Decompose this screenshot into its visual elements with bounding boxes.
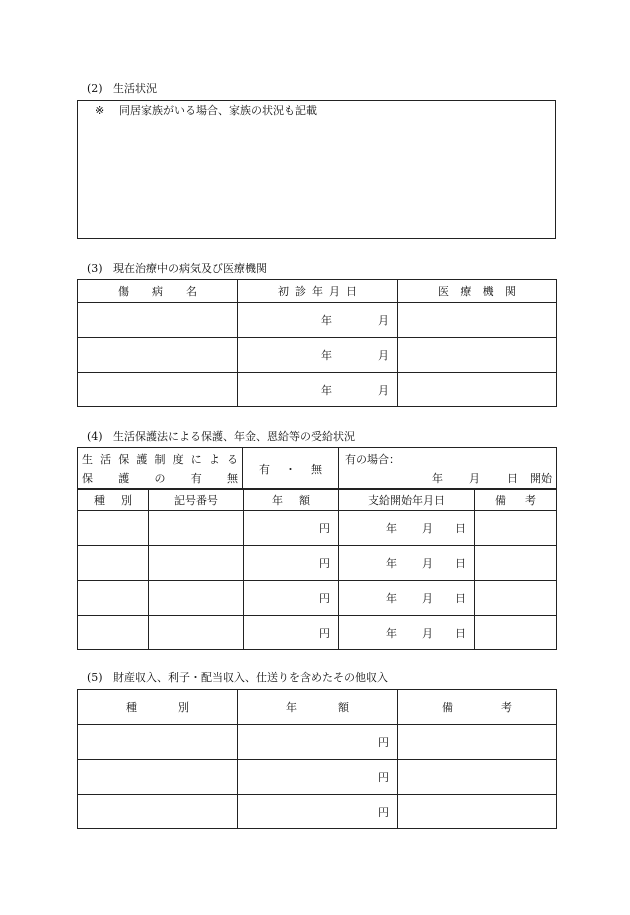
start-label: 開始 (530, 472, 552, 485)
type-cell[interactable] (78, 760, 238, 795)
first-visit-date-cell[interactable] (238, 373, 398, 407)
table-row (78, 546, 557, 581)
pension-header-row (78, 489, 557, 511)
header-payment-start-date: 支給開始年月日 (339, 489, 475, 511)
welfare-question-row (78, 448, 557, 490)
welfare-status-table (77, 447, 557, 490)
treatment-table (77, 279, 557, 407)
yes-no-choice[interactable]: 有・無 (243, 448, 339, 490)
annual-amount-cell[interactable]: 円 (244, 616, 339, 650)
section-4-heading (87, 430, 355, 444)
table-row (78, 511, 557, 546)
year-label: 年 (321, 314, 332, 327)
annual-amount-cell[interactable]: 円 (244, 581, 339, 616)
annual-amount-cell[interactable]: 円 (238, 795, 398, 829)
type-cell[interactable] (78, 795, 238, 829)
welfare-question-cell (78, 448, 243, 490)
year-label: 年 (386, 557, 397, 570)
remarks-cell[interactable] (398, 795, 557, 829)
note-mark: ※ (95, 104, 105, 117)
year-label: 年 (386, 522, 397, 535)
annual-amount-cell[interactable]: 円 (244, 546, 339, 581)
month-label: 月 (378, 383, 389, 397)
remarks-cell[interactable] (475, 511, 557, 546)
year-label: 年 (321, 383, 332, 397)
section-2-heading (87, 82, 157, 96)
note-text: 同居家族がいる場合、家族の状況も記載 (119, 104, 317, 117)
header-type: 種別 (78, 489, 149, 511)
month-label: 月 (422, 557, 433, 570)
header-remarks: 備考 (398, 690, 557, 725)
pension-table (77, 488, 557, 650)
medical-institution-cell[interactable] (398, 303, 557, 338)
disease-name-cell[interactable] (78, 338, 238, 373)
remarks-cell[interactable] (398, 760, 557, 795)
table-row (78, 760, 557, 795)
type-cell[interactable] (78, 616, 149, 650)
disease-name-cell[interactable] (78, 303, 238, 338)
living-situation-box[interactable] (77, 100, 556, 239)
payment-start-date-cell[interactable] (339, 616, 475, 650)
type-cell[interactable] (78, 581, 149, 616)
annual-amount-cell[interactable]: 円 (244, 511, 339, 546)
header-disease-name: 傷病名 (78, 280, 238, 303)
table-row (78, 373, 557, 407)
welfare-question-line-1: 生活保護制度による (82, 452, 238, 466)
section-5-title: 財産収入、利子・配当収入、仕送りを含めたその他収入 (113, 671, 388, 684)
month-label: 月 (422, 522, 433, 535)
table-row (78, 303, 557, 338)
year-label: 年 (386, 592, 397, 605)
type-cell[interactable] (78, 546, 149, 581)
header-medical-institution: 医療機関 (398, 280, 557, 303)
section-3-title: 現在治療中の病気及び医療機関 (113, 262, 267, 275)
type-cell[interactable] (78, 511, 149, 546)
medical-institution-cell[interactable] (398, 338, 557, 373)
payment-start-date-cell[interactable] (339, 511, 475, 546)
month-label: 月 (422, 592, 433, 605)
day-label: 日 (455, 592, 466, 605)
payment-start-date-cell[interactable] (339, 546, 475, 581)
day-label: 日 (455, 557, 466, 570)
first-visit-date-cell[interactable] (238, 338, 398, 373)
remarks-cell[interactable] (398, 725, 557, 760)
section-4-title: 生活保護法による保護、年金、恩給等の受給状況 (113, 430, 355, 443)
if-yes-label: 有の場合： (345, 453, 400, 466)
annual-amount-cell[interactable]: 円 (238, 760, 398, 795)
section-3-number: (3) (87, 262, 103, 275)
month-label: 月 (378, 349, 389, 362)
medical-institution-cell[interactable] (398, 373, 557, 407)
other-income-header-row (78, 690, 557, 725)
table-row (78, 795, 557, 829)
month-label: 月 (378, 314, 389, 327)
code-number-cell[interactable] (149, 616, 244, 650)
month-label: 月 (469, 472, 480, 485)
section-5-heading (87, 671, 388, 685)
annual-amount-cell[interactable]: 円 (238, 725, 398, 760)
other-income-table (77, 689, 557, 829)
remarks-cell[interactable] (475, 546, 557, 581)
header-annual-amount: 年額 (238, 690, 398, 725)
header-first-visit-date: 初診年月日 (238, 280, 398, 303)
day-label: 日 (507, 472, 518, 485)
section-4-number: (4) (87, 430, 103, 443)
section-2-number: (2) (87, 82, 103, 95)
remarks-cell[interactable] (475, 581, 557, 616)
if-yes-start-date-cell[interactable] (339, 448, 557, 490)
section-2-title: 生活状況 (113, 82, 157, 95)
table-row (78, 616, 557, 650)
code-number-cell[interactable] (149, 581, 244, 616)
day-label: 日 (455, 626, 466, 640)
header-type: 種別 (78, 690, 238, 725)
section-3-heading (87, 262, 267, 276)
remarks-cell[interactable] (475, 616, 557, 650)
payment-start-date-cell[interactable] (339, 581, 475, 616)
section-5-number: (5) (87, 671, 103, 684)
day-label: 日 (455, 522, 466, 535)
header-annual-amount: 年額 (244, 489, 339, 511)
first-visit-date-cell[interactable] (238, 303, 398, 338)
year-label: 年 (432, 472, 443, 485)
disease-name-cell[interactable] (78, 373, 238, 407)
table-row (78, 725, 557, 760)
living-situation-note (95, 104, 317, 118)
table-row (78, 581, 557, 616)
header-code-number: 記号番号 (149, 489, 244, 511)
type-cell[interactable] (78, 725, 238, 760)
year-label: 年 (386, 626, 397, 640)
year-label: 年 (321, 349, 332, 362)
header-remarks: 備考 (475, 489, 557, 511)
treatment-header-row (78, 280, 557, 303)
code-number-cell[interactable] (149, 511, 244, 546)
month-label: 月 (422, 626, 433, 640)
table-row (78, 338, 557, 373)
code-number-cell[interactable] (149, 546, 244, 581)
welfare-question-line-2: 保護の有無 (82, 471, 238, 485)
